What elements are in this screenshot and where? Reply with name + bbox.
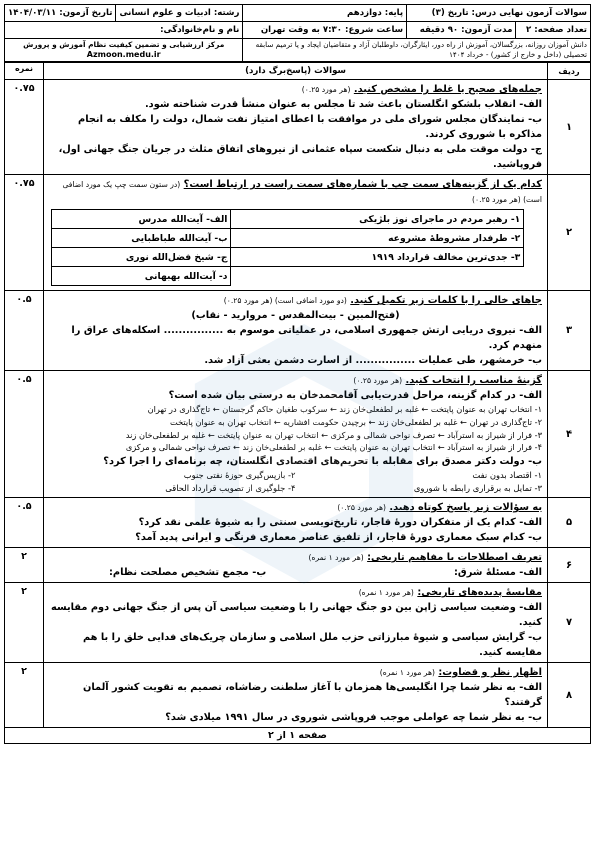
col-radif: ردیف [548, 63, 591, 80]
matching-table [51, 209, 524, 286]
question-note: (هر مورد ۱ نمره) [379, 668, 435, 678]
options-row [49, 469, 542, 482]
match-empty-cell [231, 267, 524, 286]
start-time: ساعت شروع: ۷:۳۰ به وقت تهران [243, 22, 407, 39]
col-score: نمره [5, 63, 44, 80]
exam-grade: پایه: دوازدهم [243, 5, 407, 22]
match-right-item: ۱- رهبر مردم در ماجرای نوز بلژیکی [231, 210, 524, 229]
option-item: ۴- فرار از شیراز به استرآباد ← انتخاب تهران به عنوان پایتخت ← غلبه بر لطفعلی‌خان زند ← تصرف نواحی شمالی و مرکزی [125, 442, 542, 453]
question-score: ۰.۵ [5, 291, 44, 371]
question-title: گزینهٔ مناسب را انتخاب کنید. [405, 375, 542, 386]
option-item: ۱- انتخاب تهران به عنوان پایتخت ← غلبه بر لطفعلی‌خان زند ← سرکوب طغیان حاکم گرجستان ← تاج‌گذاری در تهران [147, 404, 542, 414]
question-content [44, 371, 548, 498]
question-title: به سؤالات زیر پاسخ کوتاه دهید. [389, 502, 542, 514]
question-row [5, 548, 591, 583]
question-line: ب- به نظر شما چه عواملی موجب فروپاشی شوروی در سال ۱۹۹۱ میلادی شد؟ [165, 712, 542, 724]
question-row [5, 583, 591, 663]
option-item: ۲- تاج‌گذاری در تهران ← غلبه بر لطفعلی‌خان زند ← برچیدن حکومت افشاریه ← انتخاب تهران به عنوان پایتخت [170, 416, 542, 427]
question-content [44, 548, 548, 583]
question-row [5, 498, 591, 548]
match-right-item: ۳- جدی‌ترین مخالف قرارداد ۱۹۱۹ [231, 248, 524, 267]
page-number: صفحه ۱ از ۲ [5, 728, 591, 744]
question-number: ۷ [548, 583, 591, 663]
question-content [44, 498, 548, 548]
option-item: ۱- اقتصاد بدون نفت [472, 470, 542, 481]
definition-a: الف- مسئلهٔ شرق: [454, 567, 542, 579]
question-content [44, 291, 548, 371]
student-name-field[interactable]: نام و نام‌خانوادگی: [5, 22, 243, 39]
question-score: ۲ [5, 663, 44, 728]
match-left-item: د- آیت‌الله بهبهانی [52, 267, 231, 286]
definition-b: ب- مجمع تشخیص مصلحت نظام: [109, 567, 267, 579]
question-title: جاهای خالی را با کلمات زیر تکمیل کنید. [350, 295, 542, 306]
question-score: ۰.۵ [5, 371, 44, 498]
question-line: الف- کدام یک از متفکران دورهٔ قاجار، تاریخ‌نویسی سنتی را به شیوهٔ علمی نقد کرد؟ [138, 517, 542, 529]
center-website: Azmoon.medu.ir [86, 50, 161, 59]
question-number: ۱ [548, 80, 591, 175]
question-line: ب- کدام سبک معماری دورهٔ قاجار، از تلفیق عناصر معماری فرنگی و ایرانی پدید آمد؟ [135, 532, 542, 544]
exam-center [5, 39, 243, 62]
question-score: ۰.۷۵ [5, 175, 44, 291]
question-title: اظهار نظر و قضاوت: [438, 667, 542, 679]
question-note: (در ستون سمت چپ یک مورد اضافی است) (هر مورد ۰.۲۵) [62, 180, 542, 204]
question-note: (دو مورد اضافی است) (هر مورد ۰.۲۵) [223, 296, 347, 305]
question-title: کدام یک از گزینه‌های سمت چپ با شماره‌های سمت راست در ارتباط است؟ [183, 179, 542, 190]
question-line: ج- دولت موقت ملی به دنبال شکست سپاه عثمانی از نیروهای اتفاق مثلث در جریان جنگ جهانی اول، فروپاشید. [58, 144, 542, 170]
question-content [44, 175, 548, 291]
exam-description: دانش آموزان روزانه، بزرگسالان، آموزش از راه دور، ایثارگران، داوطلبان آزاد و متقاضیان ایجاد و یا ترمیم سابقه تحصیلی (داخل و خارج از کشور) - خرداد ۱۴۰۴ [243, 39, 591, 62]
question-row [5, 291, 591, 371]
question-content [44, 663, 548, 728]
match-left-item: الف- آیت‌الله مدرس [52, 210, 231, 229]
question-number: ۶ [548, 548, 591, 583]
option-item: ۴- جلوگیری از تصویب قرارداد الحاقی [165, 483, 296, 494]
question-number: ۵ [548, 498, 591, 548]
question-number: ۸ [548, 663, 591, 728]
question-number: ۴ [548, 371, 591, 498]
option-item: ۳- تمایل به برقراری رابطه با شوروی [413, 483, 542, 494]
question-score: ۲ [5, 548, 44, 583]
exam-field: رشته: ادبیات و علوم انسانی [116, 5, 243, 22]
question-note: (هر مورد ۰.۲۵) [353, 376, 403, 385]
question-line: الف- نیروی دریایی ارتش جمهوری اسلامی، در عملیاتی موسوم به ................ اسکله‌های عراق را منهدم کرد. [71, 325, 542, 351]
question-row [5, 663, 591, 728]
definitions-row [49, 565, 542, 580]
question-number: ۲ [548, 175, 591, 291]
match-left-item: ب- آیت‌الله طباطبایی [52, 229, 231, 248]
question-row [5, 80, 591, 175]
exam-title: سوالات آزمون نهایی درس: تاریخ (۳) [407, 5, 591, 22]
question-part-a: الف- در کدام گزینه، مراحل قدرت‌یابی آقامحمدخان به درستی بیان شده است؟ [168, 390, 542, 401]
question-part-b: ب- دولت دکتر مصدق برای مقابله با تحریم‌های اقتصادی انگلستان، چه برنامه‌ای را اجرا کرد؟ [103, 456, 542, 468]
question-note: (هر مورد ۰.۲۵) [337, 503, 386, 513]
question-title: تعریف اصطلاحات یا مفاهیم تاریخی: [367, 552, 542, 564]
exam-date: تاریخ آزمون: ۱۴۰۴/۰۳/۱۱ [5, 5, 116, 22]
col-questions: سوالات (پاسخ‌برگ دارد) [44, 63, 548, 80]
question-number: ۳ [548, 291, 591, 371]
question-content [44, 80, 548, 175]
question-note: (هر مورد ۱ نمره) [358, 588, 414, 598]
page-count: تعداد صفحه: ۲ [516, 22, 591, 39]
question-note: (هر مورد ۱ نمره) [308, 553, 364, 563]
question-line: ب- گرایش سیاسی و شیوهٔ مبارزاتی حزب ملل اسلامی و سازمان چریک‌های فدایی خلق را با هم مقایسه کنید. [82, 632, 542, 659]
options-row [49, 482, 542, 495]
question-score: ۰.۵ [5, 498, 44, 548]
question-line: ب- نمایندگان مجلس شورای ملی در موافقت با اعطای امتیاز نفت شمال، دولت را مکلف به انجام مذاکره با شوروی کردند. [78, 114, 542, 140]
exam-page [4, 4, 591, 744]
question-row [5, 175, 591, 291]
question-line: الف- انقلاب بلشکو انگلستان باعث شد تا مجلس به عنوان منشأ قدرت شناخته شود. [144, 99, 542, 110]
question-line: الف- وضعیت سیاسی ژاپن بین دو جنگ جهانی را با وضعیت سیاسی آن پس از جنگ جهانی دوم مقایسه کنید. [51, 602, 542, 629]
question-note: (هر مورد ۰.۲۵) [301, 85, 351, 94]
match-left-item: ج- شیخ فضل‌الله نوری [52, 248, 231, 267]
question-title: مقایسهٔ پدیده‌های تاریخی: [417, 587, 542, 599]
exam-header [4, 4, 591, 62]
question-title: جمله‌های صحیح یا غلط را مشخص کنید. [353, 84, 542, 95]
word-bank: (فتح‌المبین - بیت‌المقدس - مروارید - نقاب) [191, 310, 400, 321]
center-name: مرکز ارزشیابی و تضمین کیفیت نظام آموزش و پرورش [23, 40, 225, 49]
question-row [5, 371, 591, 498]
exam-duration: مدت آزمون: ۹۰ دقیقه [407, 22, 516, 39]
question-line: ب- خرمشهر، طی عملیات ................ از اسارت دشمن بعثی آزاد شد. [204, 355, 542, 366]
question-line: الف- به نظر شما چرا انگلیسی‌ها همزمان با آغاز سلطنت رضاشاه، تصمیم به تقویت کشور آلمان گرفتند؟ [83, 682, 542, 709]
question-score: ۰.۷۵ [5, 80, 44, 175]
questions-table [4, 62, 591, 744]
option-item: ۳- فرار از شیراز به استرآباد ← تصرف نواحی شمالی و مرکزی ← انتخاب تهران به عنوان پایتخت ← غلبه بر لطفعلی‌خان زند [125, 429, 542, 440]
question-score: ۲ [5, 583, 44, 663]
question-content [44, 583, 548, 663]
option-item: ۲- بازپس‌گیری حوزهٔ نفتی جنوب [183, 470, 296, 481]
match-right-item: ۲- طرفدار مشروطهٔ مشروعه [231, 229, 524, 248]
